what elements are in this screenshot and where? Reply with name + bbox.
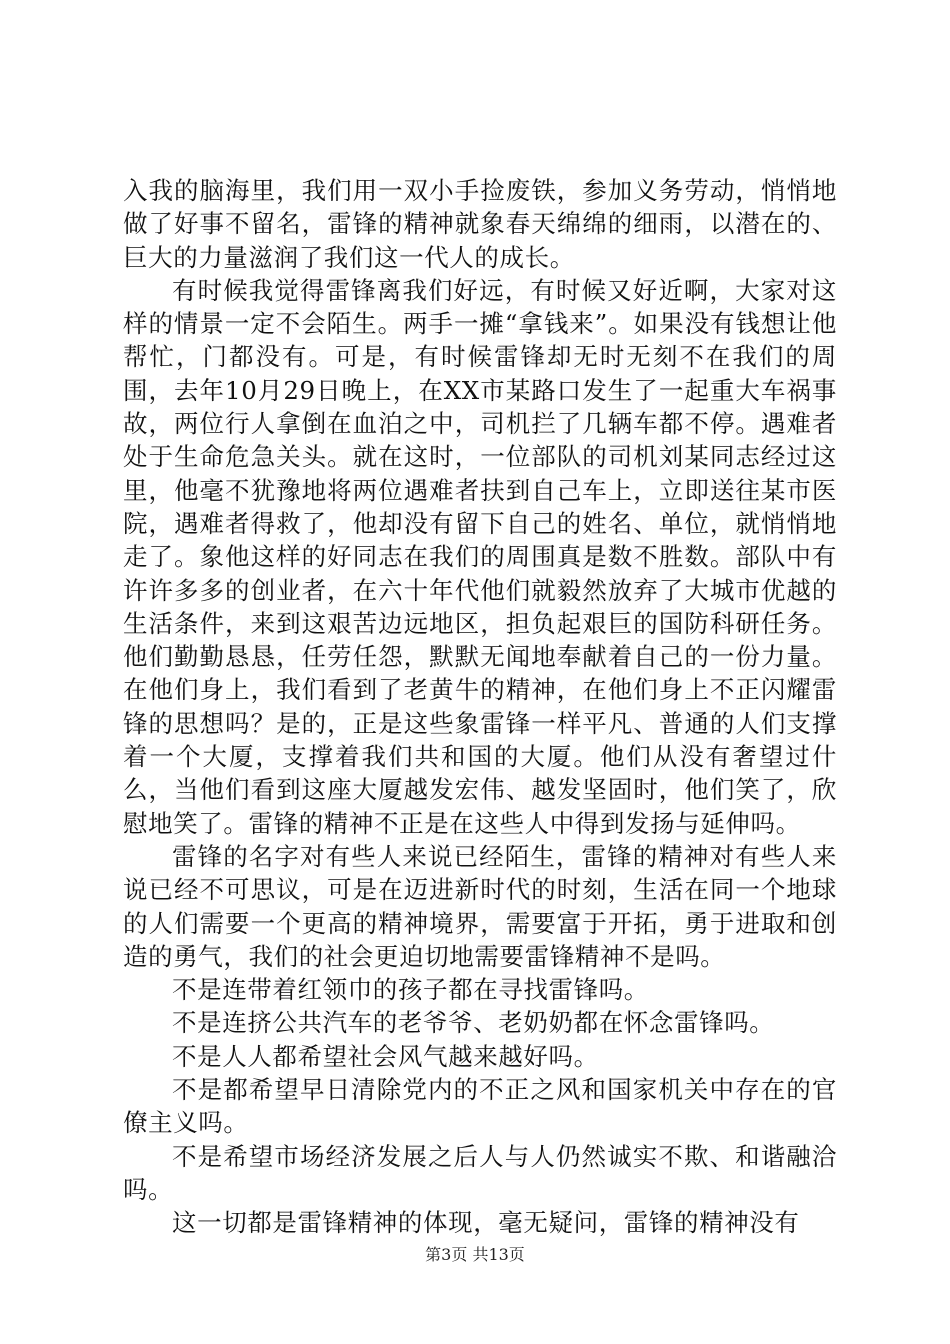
paragraph-7: 不是都希望早日清除党内的不正之风和国家机关中存在的官僚主义吗。 xyxy=(123,1075,837,1138)
paragraph-5: 不是连挤公共汽车的老爷爷、老奶奶都在怀念雷锋吗。 xyxy=(172,1008,775,1038)
page-number-footer: 第3页 共13页 xyxy=(425,1245,525,1264)
document-body xyxy=(123,174,837,1240)
paragraph-4: 不是连带着红领巾的孩子都在寻找雷锋吗。 xyxy=(172,975,649,1005)
paragraph-8: 不是希望市场经济发展之后人与人仍然诚实不欺、和谐融洽吗。 xyxy=(123,1141,837,1204)
paragraph-2: 有时候我觉得雷锋离我们好远，有时候又好近啊，大家对这样的情景一定不会陌生。两手一摊“拿钱来”。如果没有钱想让他帮忙，门都没有。可是，有时候雷锋却无时无刻不在我们的周围，去年10月29日晚上，在XX市某路口发生了一起重大车祸事故，两位行人拿倒在血泊之中，司机拦了几辆车都不停。遇难者处于生命危急关头。就在这时，一位部队的司机刘某同志经过这里，他毫不犹豫地将两位遇难者扶到自己车上，立即送往某市医院，遇难者得救了，他却没有留下自己的姓名、单位，就悄悄地走了。象他这样的好同志在我们的周围真是数不胜数。部队中有许许多多的创业者，在六十年代他们就毅然放弃了大城市优越的生活条件，来到这艰苦边远地区，担负起艰巨的国防科研任务。他们勤勤恳恳，任劳任怨，默默无闻地奉献着自己的一份力量。在他们身上，我们看到了老黄牛的精神，在他们身上不正闪耀雷锋的思想吗？是的，正是这些象雷锋一样平凡、普通的人们支撑着一个大厦，支撑着我们共和国的大厦。他们从没有奢望过什么，当他们看到这座大厦越发宏伟、越发坚固时，他们笑了，欣慰地笑了。雷锋的精神不正是在这些人中得到发扬与延伸吗。 xyxy=(123,275,837,838)
paragraph-9: 这一切都是雷锋精神的体现，毫无疑问，雷锋的精神没有 xyxy=(172,1208,800,1238)
paragraph-1: 入我的脑海里，我们用一双小手捡废铁，参加义务劳动，悄悄地做了好事不留名，雷锋的精神就象春天绵绵的细雨，以潜在的、巨大的力量滋润了我们这一代人的成长。 xyxy=(123,176,837,272)
paragraph-6: 不是人人都希望社会风气越来越好吗。 xyxy=(172,1041,599,1071)
paragraph-3: 雷锋的名字对有些人来说已经陌生，雷锋的精神对有些人来说已经不可思议，可是在迈进新时代的时刻，生活在同一个地球的人们需要一个更高的精神境界，需要富于开拓，勇于进取和创造的勇气，我们的社会更迫切地需要雷锋精神不是吗。 xyxy=(123,841,837,971)
